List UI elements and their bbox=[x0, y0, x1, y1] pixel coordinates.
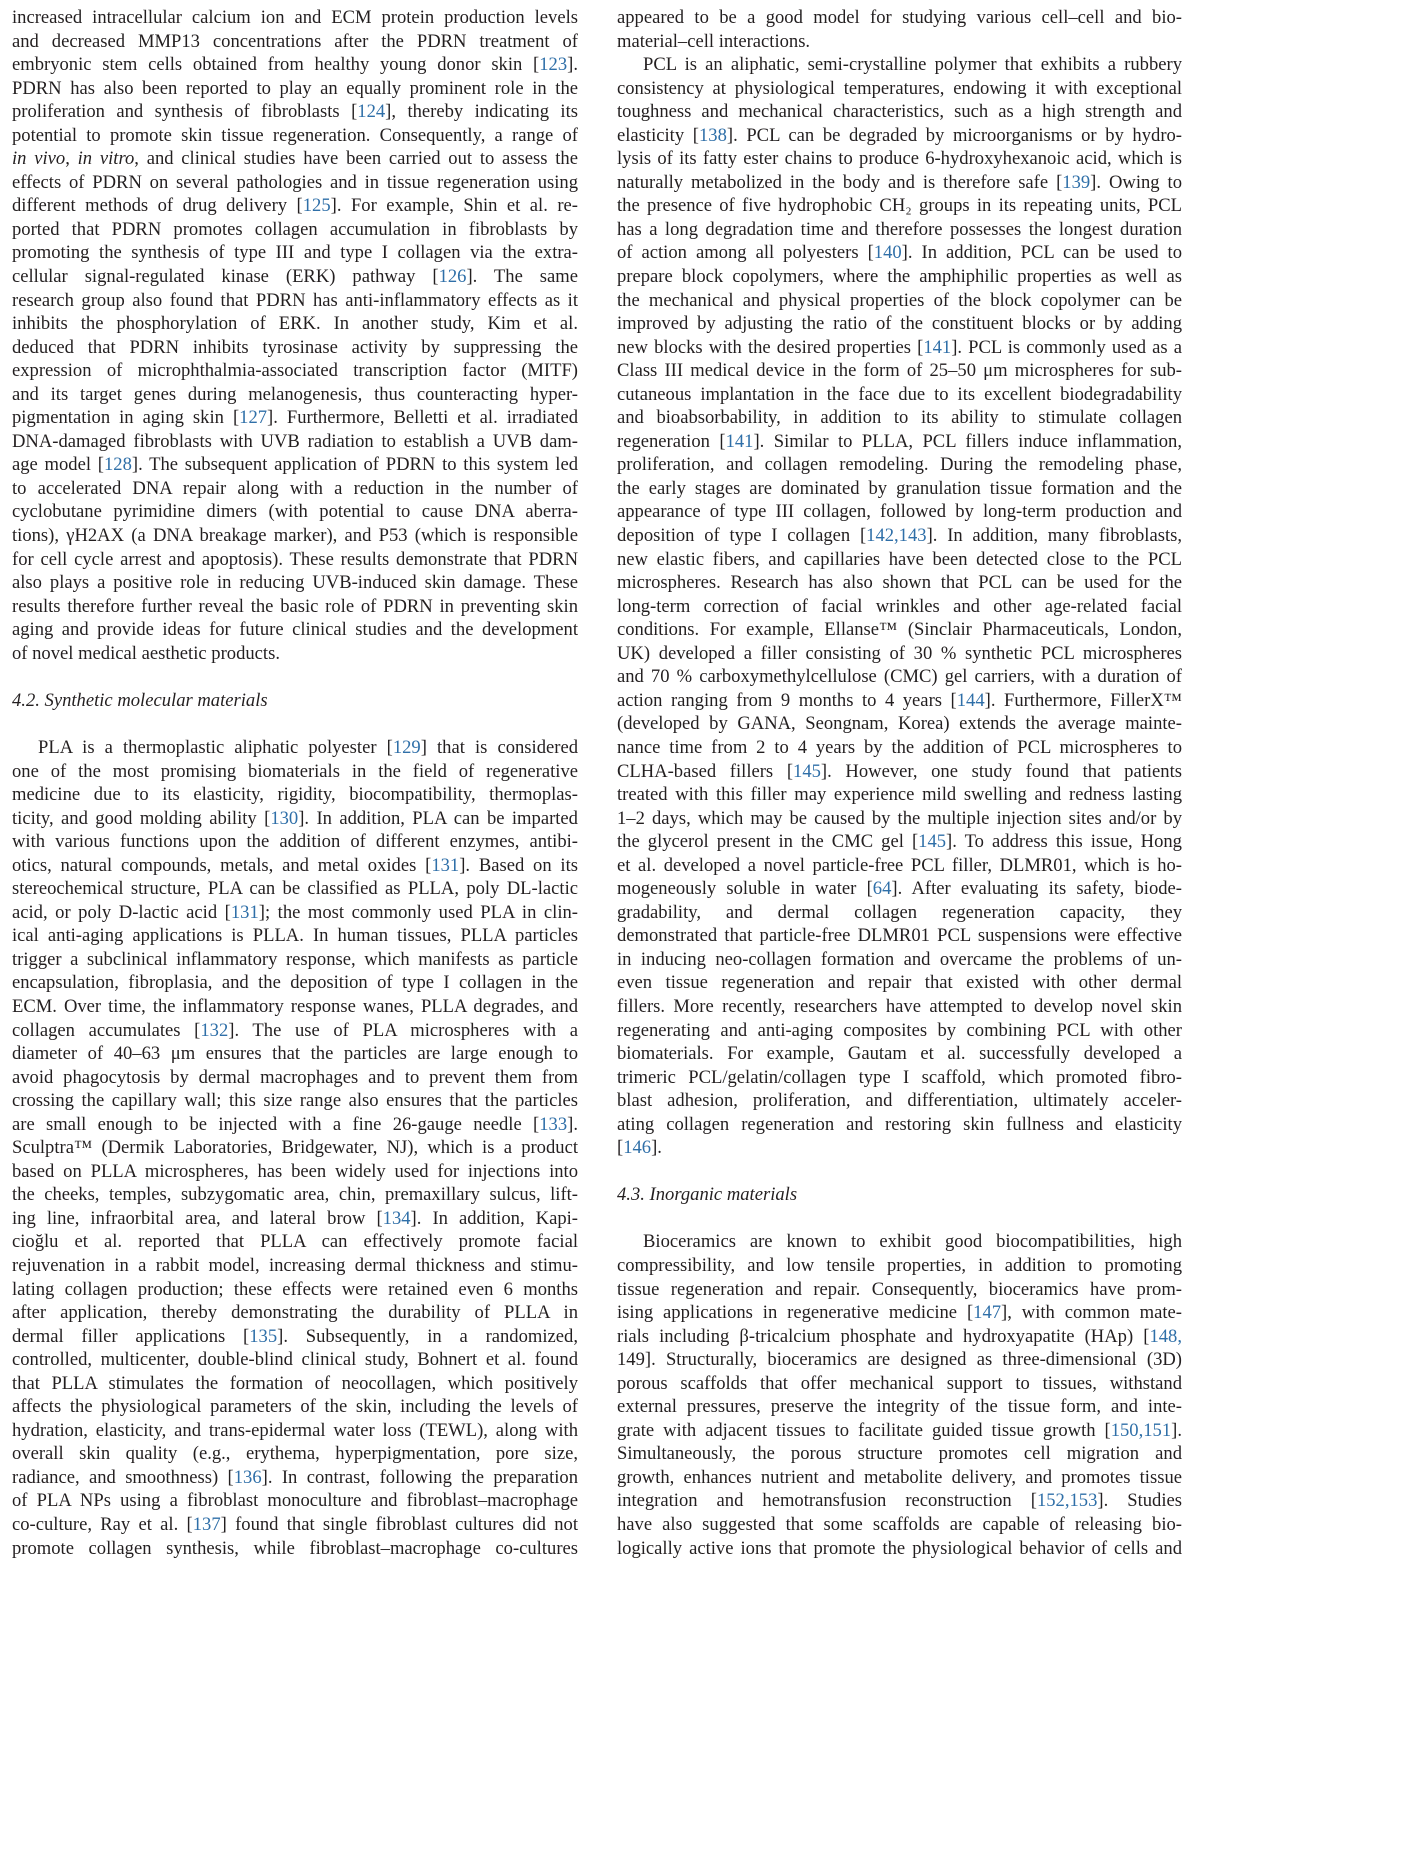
text-line: prepare block copolymers, where the amphiphilic properties as well as bbox=[617, 266, 1182, 288]
text-line: overall skin quality (e.g., erythema, hyperpigmentation, pore size, bbox=[12, 1443, 578, 1465]
text-line: new blocks with the desired properties [141]. PCL is commonly used as a bbox=[617, 336, 1182, 358]
text-line: lating collagen production; these effects were retained even 6 months bbox=[12, 1278, 578, 1300]
text-line: with various functions upon the addition of different enzymes, antibi- bbox=[12, 831, 578, 853]
text-line: based on PLLA microspheres, has been widely used for injections into bbox=[12, 1160, 578, 1182]
text-line: elasticity [138]. PCL can be degraded by microorganisms or by hydro- bbox=[617, 124, 1182, 146]
text-line: PCL is an aliphatic, semi-crystalline polymer that exhibits a rubbery bbox=[643, 54, 1182, 76]
text-line: ported that PDRN promotes collagen accumulation in fibroblasts by bbox=[12, 218, 578, 240]
section-heading-4-3: 4.3. Inorganic materials bbox=[617, 1184, 798, 1206]
text-line: crossing the capillary wall; this size range also ensures that the particles bbox=[12, 1090, 578, 1112]
text-line: aging and provide ideas for future clinical studies and the development bbox=[12, 619, 578, 641]
text-line: lysis of its fatty ester chains to produce 6-hydroxyhexanoic acid, which is bbox=[617, 148, 1182, 170]
text-line: CLHA-based fillers [145]. However, one study found that patients bbox=[617, 760, 1182, 782]
text-line: for cell cycle arrest and apoptosis). These results demonstrate that PDRN bbox=[12, 548, 578, 570]
text-line: naturally metabolized in the body and is therefore safe [139]. Owing to bbox=[617, 171, 1182, 193]
text-line: cellular signal-regulated kinase (ERK) pathway [126]. The same bbox=[12, 266, 578, 288]
text-line: pigmentation in aging skin [127]. Furthermore, Belletti et al. irradiated bbox=[12, 407, 578, 429]
text-line: grate with adjacent tissues to facilitate guided tissue growth [150,151]. bbox=[617, 1419, 1182, 1441]
text-line: ating collagen regeneration and restoring skin fullness and elasticity bbox=[617, 1113, 1182, 1135]
text-line: fillers. More recently, researchers have attempted to develop novel skin bbox=[617, 995, 1182, 1017]
text-line: and bioabsorbability, in addition to its ability to stimulate collagen bbox=[617, 407, 1182, 429]
text-line: acid, or poly D-lactic acid [131]; the most commonly used PLA in clin- bbox=[12, 901, 578, 923]
text-line: cutaneous implantation in the face due to its excellent biodegradability bbox=[617, 383, 1182, 405]
text-line: the mechanical and physical properties of the block copolymer can be bbox=[617, 289, 1182, 311]
text-line: tissue regeneration and repair. Consequently, bioceramics have prom- bbox=[617, 1278, 1182, 1300]
text-line: compressibility, and low tensile properties, in addition to promoting bbox=[617, 1254, 1182, 1276]
text-line: [146]. bbox=[617, 1137, 662, 1159]
text-line: action ranging from 9 months to 4 years [144]. Furthermore, FillerX™ bbox=[617, 689, 1182, 711]
text-line: results therefore further reveal the basic role of PDRN in preventing skin bbox=[12, 595, 578, 617]
text-line: tions), γH2AX (a DNA breakage marker), and P53 (which is responsible bbox=[12, 525, 578, 547]
text-line: Sculptra™ (Dermik Laboratories, Bridgewater, NJ), which is a product bbox=[12, 1137, 578, 1159]
right-column bbox=[617, 6, 1182, 1560]
text-line: logically active ions that promote the physiological behavior of cells and bbox=[617, 1537, 1182, 1559]
text-line: 149]. Structurally, bioceramics are designed as three-dimensional (3D) bbox=[617, 1349, 1182, 1371]
text-line: hydration, elasticity, and trans-epidermal water loss (TEWL), along with bbox=[12, 1419, 578, 1441]
paragraph-pcl bbox=[617, 53, 1182, 1160]
text-line: the presence of five hydrophobic CH₂ groups in its repeating units, PCL bbox=[617, 195, 1182, 217]
text-line: et al. developed a novel particle-free PCL filler, DLMR01, which is ho- bbox=[617, 854, 1182, 876]
text-line: has a long degradation time and therefore possesses the longest duration bbox=[617, 218, 1182, 240]
text-line: embryonic stem cells obtained from healthy young donor skin [123]. bbox=[12, 54, 578, 76]
text-line: and decreased MMP13 concentrations after the PDRN treatment of bbox=[12, 30, 578, 52]
text-line: toughness and mechanical characteristics, such as a high strength and bbox=[617, 101, 1182, 123]
paragraph-pdrn bbox=[12, 6, 578, 665]
text-line: ticity, and good molding ability [130]. In addition, PLA can be imparted bbox=[12, 807, 578, 829]
text-line: proliferation, and collagen remodeling. During the remodeling phase, bbox=[617, 454, 1182, 476]
text-line: long-term correction of facial wrinkles and other age-related facial bbox=[617, 595, 1182, 617]
text-line: PLA is a thermoplastic aliphatic polyester [129] that is considered bbox=[38, 736, 578, 758]
text-line: microspheres. Research has also shown that PCL can be used for the bbox=[617, 572, 1182, 594]
paragraph-continued bbox=[617, 6, 1182, 53]
text-line: dermal filler applications [135]. Subsequently, in a randomized, bbox=[12, 1325, 578, 1347]
text-line: ical anti-aging applications is PLLA. In human tissues, PLLA particles bbox=[12, 925, 578, 947]
text-line: radiance, and smoothness) [136]. In contrast, following the preparation bbox=[12, 1466, 578, 1488]
text-line: external pressures, preserve the integrity of the tissue form, and inte- bbox=[617, 1396, 1182, 1418]
text-line: improved by adjusting the ratio of the constituent blocks or by adding bbox=[617, 313, 1182, 335]
text-line: appeared to be a good model for studying various cell–cell and bio- bbox=[617, 7, 1182, 28]
text-line: regenerating and anti-aging composites by combining PCL with other bbox=[617, 1019, 1182, 1041]
text-line: ECM. Over time, the inflammatory response wanes, PLLA degrades, and bbox=[12, 995, 578, 1017]
text-line: trigger a subclinical inflammatory response, which manifests as particle bbox=[12, 948, 578, 970]
text-line: Simultaneously, the porous structure promotes cell migration and bbox=[617, 1443, 1182, 1465]
text-line: research group also found that PDRN has anti-inflammatory effects as it bbox=[12, 289, 578, 311]
text-line: cyclobutane pyrimidine dimers (with potential to cause DNA aberra- bbox=[12, 501, 578, 523]
text-line: of action among all polyesters [140]. In addition, PCL can be used to bbox=[617, 242, 1182, 264]
text-line: in inducing neo-collagen formation and overcame the problems of un- bbox=[617, 948, 1182, 970]
text-line: medicine due to its elasticity, rigidity, biocompatibility, thermoplas- bbox=[12, 784, 578, 806]
text-line: the cheeks, temples, subzygomatic area, chin, premaxillary sulcus, lift- bbox=[12, 1184, 578, 1206]
text-line: regeneration [141]. Similar to PLLA, PCL fillers induce inflammation, bbox=[617, 430, 1182, 452]
text-line: after application, thereby demonstrating the durability of PLLA in bbox=[12, 1302, 578, 1324]
text-line: mogeneously soluble in water [64]. After evaluating its safety, biode- bbox=[617, 878, 1182, 900]
text-line: consistency at physiological temperatures, endowing it with exceptional bbox=[617, 77, 1182, 99]
text-line: different methods of drug delivery [125]. For example, Shin et al. re- bbox=[12, 195, 578, 217]
text-line: the early stages are dominated by granulation tissue formation and the bbox=[617, 477, 1182, 499]
text-line: the glycerol present in the CMC gel [145]. To address this issue, Hong bbox=[617, 831, 1182, 853]
text-line: in vivo, in vitro, and clinical studies have been carried out to assess the bbox=[12, 148, 578, 170]
text-line: PDRN has also been reported to play an equally prominent role in the bbox=[12, 77, 578, 99]
text-line: UK) developed a filler consisting of 30 % synthetic PCL microspheres bbox=[617, 642, 1182, 664]
text-line: new elastic fibers, and capillaries have been detected close to the PCL bbox=[617, 548, 1182, 570]
text-line: expression of microphthalmia-associated transcription factor (MITF) bbox=[12, 360, 578, 382]
text-line: gradability, and dermal collagen regeneration capacity, they bbox=[617, 901, 1182, 923]
text-line: age model [128]. The subsequent application of PDRN to this system led bbox=[12, 454, 578, 476]
text-line: have also suggested that some scaffolds are capable of releasing bio- bbox=[617, 1514, 1182, 1535]
paragraph-pla bbox=[12, 736, 578, 1560]
text-line: treated with this filler may experience mild swelling and redness lasting bbox=[617, 784, 1182, 806]
section-heading-4-2: 4.2. Synthetic molecular materials bbox=[12, 689, 268, 711]
text-line: rials including β-tricalcium phosphate and hydroxyapatite (HAp) [148, bbox=[617, 1325, 1182, 1347]
text-line: collagen accumulates [132]. The use of PLA microspheres with a bbox=[12, 1019, 578, 1041]
text-line: deposition of type I collagen [142,143]. In addition, many fibroblasts, bbox=[617, 525, 1182, 547]
left-column bbox=[12, 6, 578, 1560]
text-line: Bioceramics are known to exhibit good biocompatibilities, high bbox=[643, 1231, 1182, 1253]
text-line: promoting the synthesis of type III and type I collagen via the extra- bbox=[12, 242, 578, 264]
text-line: biomaterials. For example, Gautam et al. successfully developed a bbox=[617, 1043, 1182, 1065]
text-line: otics, natural compounds, metals, and metal oxides [131]. Based on its bbox=[12, 854, 578, 876]
text-line: promote collagen synthesis, while fibroblast–macrophage co-cultures bbox=[12, 1537, 578, 1559]
text-line: ing line, infraorbital area, and lateral brow [134]. In addition, Kapi- bbox=[12, 1207, 578, 1229]
text-line: are small enough to be injected with a fine 26-gauge needle [133]. bbox=[12, 1113, 578, 1135]
text-line: conditions. For example, Ellanse™ (Sinclair Pharmaceuticals, London, bbox=[617, 619, 1182, 641]
text-line: integration and hemotransfusion reconstruction [152,153]. Studies bbox=[617, 1490, 1182, 1512]
text-line: 1–2 days, which may be caused by the multiple injection sites and/or by bbox=[617, 807, 1182, 829]
text-line: inhibits the phosphorylation of ERK. In another study, Kim et al. bbox=[12, 313, 578, 335]
text-line: potential to promote skin tissue regeneration. Consequently, a range of bbox=[12, 124, 578, 146]
paragraph-bioceramics bbox=[617, 1230, 1182, 1560]
text-line: one of the most promising biomaterials in the field of regenerative bbox=[12, 760, 578, 782]
text-line: and 70 % carboxymethylcellulose (CMC) gel carriers, with a duration of bbox=[617, 666, 1182, 688]
text-line: also plays a positive role in reducing UVB-induced skin damage. These bbox=[12, 572, 578, 594]
text-line: increased intracellular calcium ion and ECM protein production levels bbox=[12, 7, 578, 28]
text-line: controlled, multicenter, double-blind clinical study, Bohnert et al. found bbox=[12, 1349, 578, 1371]
text-line: demonstrated that particle-free DLMR01 PCL suspensions were effective bbox=[617, 925, 1182, 947]
text-line: stereochemical structure, PLA can be classified as PLLA, poly DL-lactic bbox=[12, 878, 578, 900]
text-line: even tissue regeneration and repair that existed with other dermal bbox=[617, 972, 1182, 994]
text-line: encapsulation, fibroplasia, and the deposition of type I collagen in the bbox=[12, 972, 578, 994]
text-line: trimeric PCL/gelatin/collagen type I scaffold, which promoted fibro- bbox=[617, 1066, 1182, 1088]
text-line: (developed by GANA, Seongnam, Korea) extends the average mainte- bbox=[617, 713, 1182, 735]
text-line: and its target genes during melanogenesis, thus counteracting hyper- bbox=[12, 383, 578, 405]
text-line: DNA-damaged fibroblasts with UVB radiation to establish a UVB dam- bbox=[12, 430, 578, 452]
text-line: blast adhesion, proliferation, and differentiation, ultimately acceler- bbox=[617, 1090, 1182, 1112]
text-line: rejuvenation in a rabbit model, increasing dermal thickness and stimu- bbox=[12, 1254, 578, 1276]
text-line: that PLLA stimulates the formation of neocollagen, which positively bbox=[12, 1372, 578, 1394]
text-line: of PLA NPs using a fibroblast monoculture and fibroblast–macrophage bbox=[12, 1490, 578, 1512]
text-line: material–cell interactions. bbox=[617, 30, 811, 52]
text-line: nance time from 2 to 4 years by the addition of PCL microspheres to bbox=[617, 736, 1182, 758]
text-line: appearance of type III collagen, followed by long-term production and bbox=[617, 501, 1182, 523]
text-line: affects the physiological parameters of the skin, including the levels of bbox=[12, 1396, 578, 1418]
text-line: Class III medical device in the form of 25–50 μm microspheres for sub- bbox=[617, 360, 1182, 382]
text-line: deduced that PDRN inhibits tyrosinase activity by suppressing the bbox=[12, 336, 578, 358]
text-line: cioğlu et al. reported that PLLA can effectively promote facial bbox=[12, 1231, 578, 1253]
text-line: effects of PDRN on several pathologies and in tissue regeneration using bbox=[12, 171, 578, 193]
text-line: growth, enhances nutrient and metabolite delivery, and promotes tissue bbox=[617, 1466, 1182, 1488]
text-line: diameter of 40–63 μm ensures that the particles are large enough to bbox=[12, 1043, 578, 1065]
text-line: co-culture, Ray et al. [137] found that single fibroblast cultures did not bbox=[12, 1514, 578, 1535]
text-line: ising applications in regenerative medicine [147], with common mate- bbox=[617, 1302, 1182, 1324]
text-line: proliferation and synthesis of fibroblasts [124], thereby indicating its bbox=[12, 101, 578, 123]
text-line: avoid phagocytosis by dermal macrophages and to prevent them from bbox=[12, 1066, 578, 1088]
text-line: porous scaffolds that offer mechanical support to tissues, withstand bbox=[617, 1372, 1182, 1394]
text-line: of novel medical aesthetic products. bbox=[12, 642, 280, 664]
text-line: to accelerated DNA repair along with a reduction in the number of bbox=[12, 477, 578, 499]
